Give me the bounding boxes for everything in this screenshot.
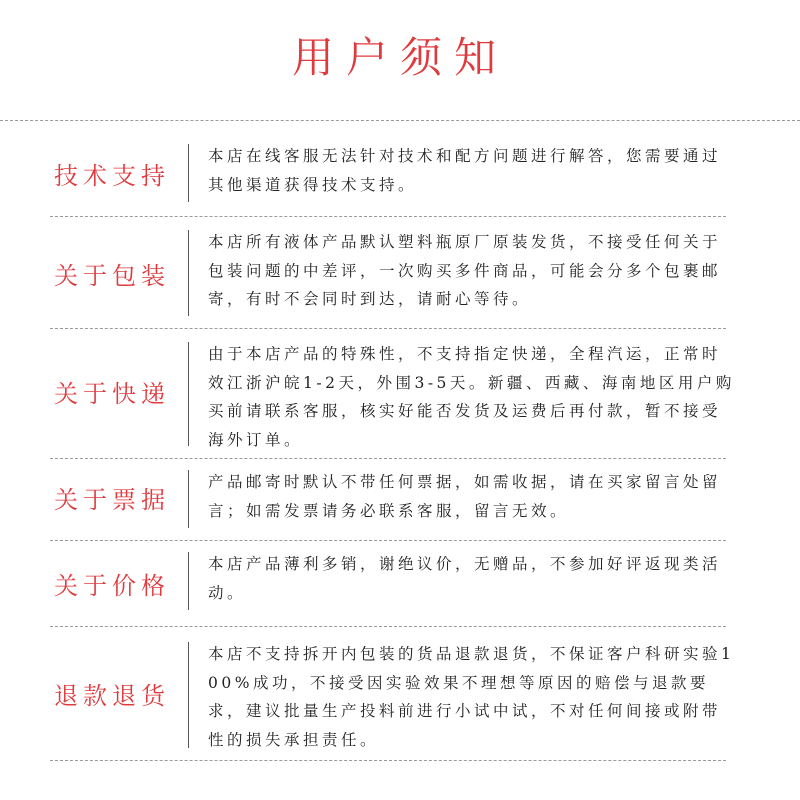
- page-title: 用户须知: [291, 33, 508, 82]
- section-separator: [50, 540, 726, 541]
- section-text: 本店产品薄利多销，谢绝议价，无赠品，不参加好评返现类活动。: [208, 555, 722, 602]
- title-divider: [0, 120, 800, 121]
- section-text: 产品邮寄时默认不带任何票据，如需收据，请在买家留言处留言；如需发票请务必联系客服，留言无效。: [208, 473, 722, 520]
- section-divider-vertical: [188, 642, 189, 748]
- section-label: 关于快递: [54, 380, 170, 408]
- section-divider-vertical: [188, 552, 189, 610]
- section-separator: [50, 760, 726, 761]
- section-separator: [50, 328, 726, 329]
- section-text: 本店在线客服无法针对技术和配方问题进行解答，您需要通过其他渠道获得技术支持。: [208, 147, 722, 194]
- section-label: 关于价格: [54, 572, 170, 600]
- section-label: 退款退货: [54, 682, 170, 710]
- section-divider-vertical: [188, 470, 189, 528]
- section-text: 本店不支持拆开内包装的货品退款退货，不保证客户科研实验100%成功，不接受因实验效果不理想等原因的赔偿与退款要求，建议批量生产投料前进行小试中试，不对任何间接或附带性的损失承担责任。: [208, 645, 735, 749]
- section-separator: [50, 626, 726, 627]
- section-text: 由于本店产品的特殊性，不支持指定快递，全程汽运，正常时效江浙沪皖1-2天，外围3-5天。新疆、西藏、海南地区用户购买前请联系客服，核实好能否发货及运费后再付款，暂不接受海外订单。: [208, 345, 735, 449]
- section-label: 技术支持: [54, 162, 170, 190]
- section-separator: [50, 458, 726, 459]
- section-divider-vertical: [188, 342, 189, 446]
- section-divider-vertical: [188, 144, 189, 202]
- section-text: 本店所有液体产品默认塑料瓶原厂原装发货，不接受任何关于包装问题的中差评，一次购买多件商品，可能会分多个包裹邮寄，有时不会同时到达，请耐心等待。: [208, 233, 722, 308]
- section-divider-vertical: [188, 230, 189, 316]
- section-label: 关于票据: [54, 486, 170, 514]
- section-label: 关于包装: [54, 262, 170, 290]
- section-separator: [50, 216, 726, 217]
